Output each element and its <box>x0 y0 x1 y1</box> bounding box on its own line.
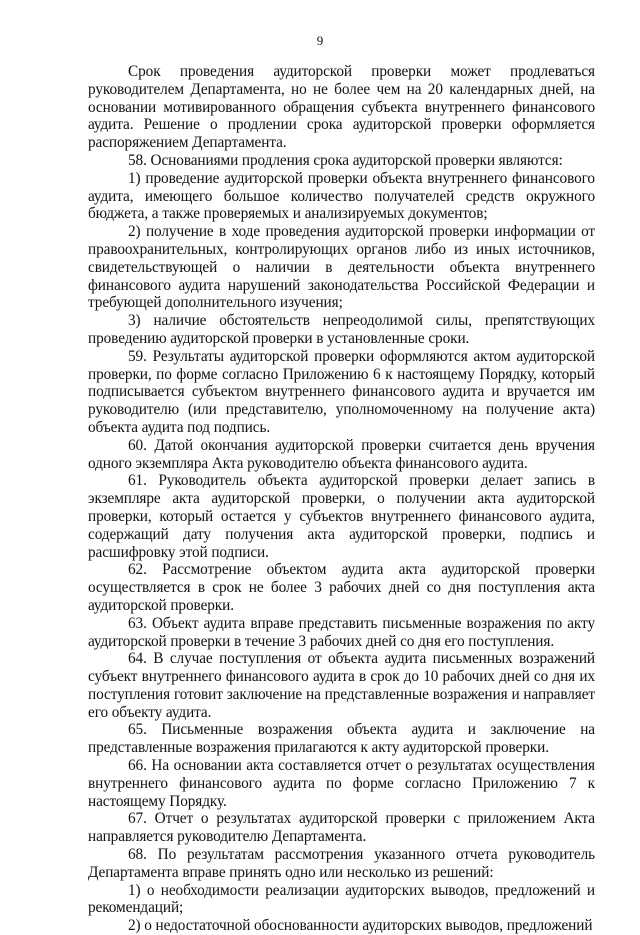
paragraph-58-item-1: 1) проведение аудиторской проверки объекта внутреннего финансового аудита, имеющего большое количество получателей средств окружного бюджета, а также проверяемых и анализируемых документов; <box>88 169 595 223</box>
document-body <box>88 63 595 935</box>
paragraph-66: 66. На основании акта составляется отчет о результатах осуществления внутреннего финансового аудита по форме согласно Приложению 7 к настоящему Порядку. <box>88 757 595 810</box>
paragraph-59: 59. Результаты аудиторской проверки оформляются актом аудиторской проверки, по форме согласно Приложению 6 к настоящему Порядку, который подписывается субъектом внутреннего финансового аудита и вручается им руководителю (или представителю, уполномоченному на получение акта) объекта аудита под подпись. <box>88 347 595 436</box>
paragraph-58-item-2: 2) получение в ходе проведения аудиторской проверки информации от правоохранительных, контролирующих органов либо из иных источников, свидетельствующей о наличии в деятельности объекта внутреннего финансового аудита нарушений законодательства Российской Федерации и требующей дополнительного изучения; <box>88 223 595 312</box>
paragraph-63: 63. Объект аудита вправе представить письменные возражения по акту аудиторской проверки в течение 3 рабочих дней со дня его поступления. <box>88 614 595 650</box>
paragraph-68-item-2: 2) о недостаточной обоснованности аудиторских выводов, предложений <box>128 917 593 935</box>
paragraph-58-item-3: 3) наличие обстоятельств непреодолимой силы, препятствующих проведению аудиторской проверки в установленные сроки. <box>88 312 595 347</box>
paragraph-64: 64. В случае поступления от объекта аудита письменных возражений субъект внутреннего финансового аудита в срок до 10 рабочих дней со дня их поступления готовит заключение на представленные возражения и направляет его объекту аудита. <box>88 650 595 721</box>
paragraph-68-item-1: 1) о необходимости реализации аудиторских выводов, предложений и рекомендаций; <box>88 881 595 917</box>
paragraph-57-continuation: Срок проведения аудиторской проверки может продлеваться руководителем Департамента, но не более чем на 20 календарных дней, на основании мотивированного обращения субъекта внутреннего финансового аудита. Решение о продлении срока аудиторской проверки оформляется распоряжением Департамента. <box>88 63 595 152</box>
paragraph-68: 68. По результатам рассмотрения указанного отчета руководитель Департамента вправе принять одно или несколько из решений: <box>88 846 595 881</box>
page-number: 9 <box>316 33 324 48</box>
paragraph-58: 58. Основаниями продления срока аудиторской проверки являются: <box>128 151 563 169</box>
paragraph-61: 61. Руководитель объекта аудиторской проверки делает запись в экземпляре акта аудиторской проверки, о получении акта аудиторской проверки, который остается у субъектов внутреннего финансового аудита, содержащий дату получения акта аудиторской проверки, подпись и расшифровку этой подписи. <box>88 472 595 561</box>
paragraph-62: 62. Рассмотрение объектом аудита акта аудиторской проверки осуществляется в срок не более 3 рабочих дней со дня поступления акта аудиторской проверки. <box>88 561 595 614</box>
paragraph-60: 60. Датой окончания аудиторской проверки считается день вручения одного экземпляра Акта руководителю объекта финансового аудита. <box>88 436 595 472</box>
paragraph-67: 67. Отчет о результатах аудиторской проверки с приложением Акта направляется руководителю Департамента. <box>88 810 595 846</box>
paragraph-65: 65. Письменные возражения объекта аудита и заключение на представленные возражения прилагаются к акту аудиторской проверки. <box>88 721 595 757</box>
